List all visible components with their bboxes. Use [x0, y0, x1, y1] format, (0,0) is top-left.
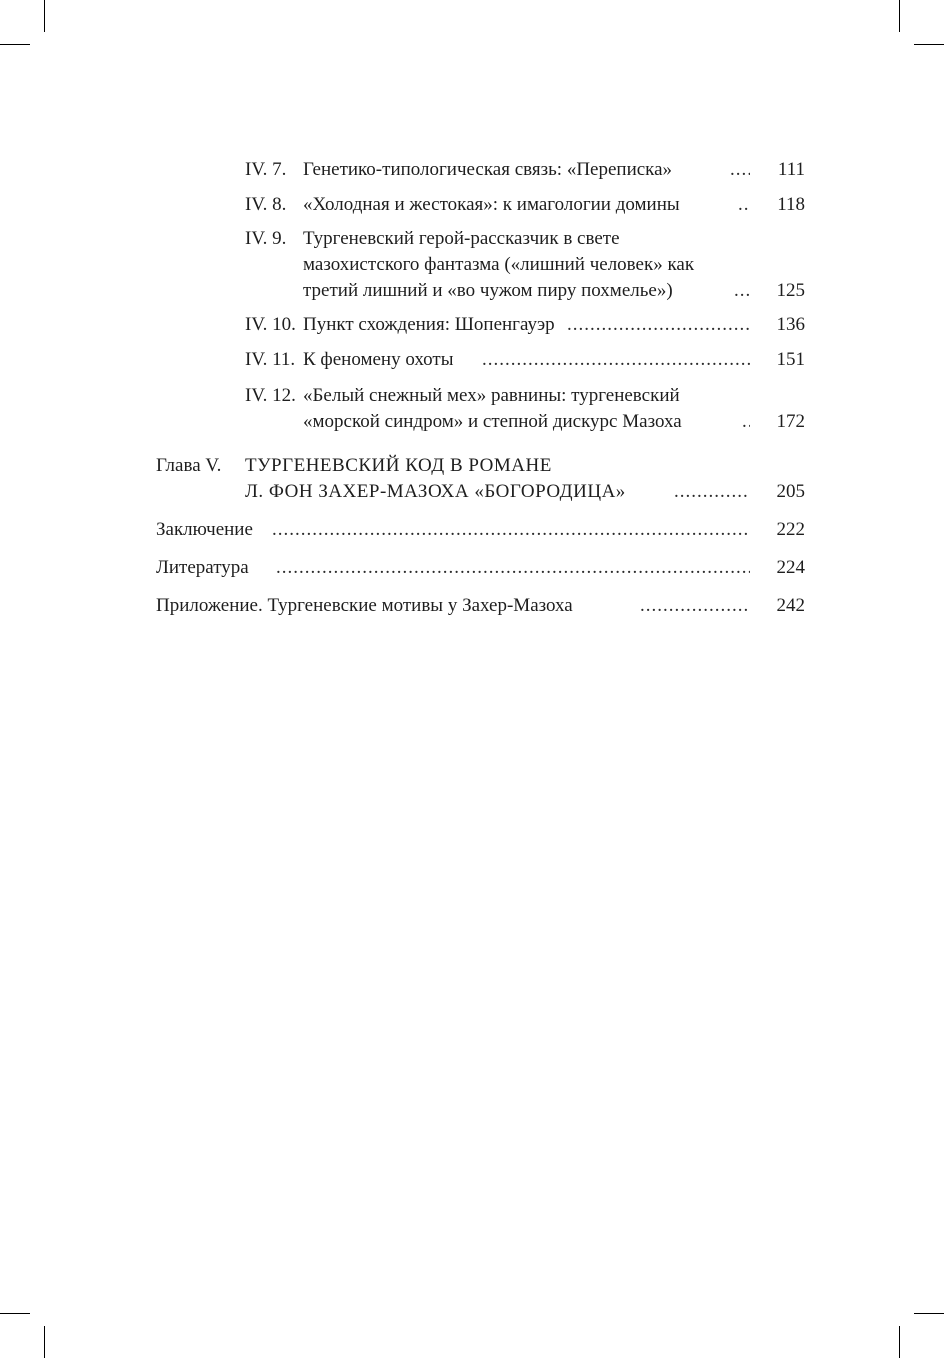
chapter-title-line: Л. ФОН ЗАХЕР-МАЗОХА «БОГОРОДИЦА»	[245, 481, 626, 502]
toc-entry-continuation	[0, 279, 944, 303]
toc-entry-page: 125	[776, 280, 805, 301]
dot-leader	[730, 158, 750, 182]
chapter-title-line: ТУРГЕНЕВСКИЙ КОД В РОМАНЕ	[245, 455, 552, 476]
toc-entry-page: 224	[776, 557, 805, 578]
toc-entry-title-line: «Белый снежный мех» равнины: тургеневский	[303, 385, 680, 406]
toc-entry-page: 151	[776, 349, 805, 370]
toc-chapter	[0, 454, 944, 478]
toc-entry-title-line: мазохистского фантазма («лишний человек» как	[303, 254, 695, 275]
dot-leader	[276, 556, 750, 580]
toc-back-matter-item	[0, 518, 944, 542]
toc-entry-title: Пункт схождения: Шопенгауэр	[303, 314, 555, 335]
toc-entry-page: 172	[776, 411, 805, 432]
toc-entry	[0, 227, 944, 251]
chapter-label: Глава V.	[156, 455, 222, 476]
toc-item-title: Заключение	[156, 519, 253, 540]
toc-entry-number: IV. 7.	[245, 159, 287, 180]
toc-entry-number: IV. 12.	[245, 385, 296, 406]
toc-entry-title: К феномену охоты	[303, 349, 454, 370]
toc-entry-title-line: «морской синдром» и степной дискурс Мазоха	[303, 411, 682, 432]
toc-entry-number: IV. 11.	[245, 349, 296, 370]
toc-entry	[0, 313, 944, 337]
toc-entry-page: 222	[776, 519, 805, 540]
toc-entry	[0, 193, 944, 217]
dot-leader	[674, 480, 750, 504]
toc-entry-title: «Холодная и жестокая»: к имагологии домины	[303, 194, 680, 215]
toc-entry-page: 118	[777, 194, 805, 215]
toc-entry-page: 205	[776, 481, 805, 502]
toc-entry	[0, 384, 944, 408]
toc-entry-page: 242	[776, 595, 805, 616]
toc-entry	[0, 158, 944, 182]
toc-entry-number: IV. 8.	[245, 194, 287, 215]
dot-leader	[738, 193, 750, 217]
toc-entry-number: IV. 9.	[245, 228, 287, 249]
toc-back-matter-item	[0, 594, 944, 618]
dot-leader	[567, 313, 750, 337]
toc-entry-continuation	[0, 410, 944, 434]
dot-leader	[734, 279, 750, 303]
toc-chapter-continuation	[0, 480, 944, 504]
toc-entry-number: IV. 10.	[245, 314, 296, 335]
toc-back-matter-item	[0, 556, 944, 580]
toc-entry-title-line: Тургеневский герой-рассказчик в свете	[303, 228, 620, 249]
dot-leader	[742, 410, 750, 434]
toc-entry-title: Генетико-типологическая связь: «Переписка»	[303, 159, 673, 180]
toc-item-title: Литература	[156, 557, 249, 578]
toc-entry-continuation	[0, 253, 944, 277]
dot-leader	[640, 594, 750, 618]
toc-entry-page: 136	[776, 314, 805, 335]
dot-leader	[482, 348, 750, 372]
toc-entry-title-line: третий лишний и «во чужом пиру похмелье»)	[303, 280, 673, 301]
dot-leader	[272, 518, 750, 542]
toc-item-title: Приложение. Тургеневские мотивы у Захер-Мазоха	[156, 595, 573, 616]
toc-entry-page: 111	[777, 159, 805, 180]
toc-entry	[0, 348, 944, 372]
